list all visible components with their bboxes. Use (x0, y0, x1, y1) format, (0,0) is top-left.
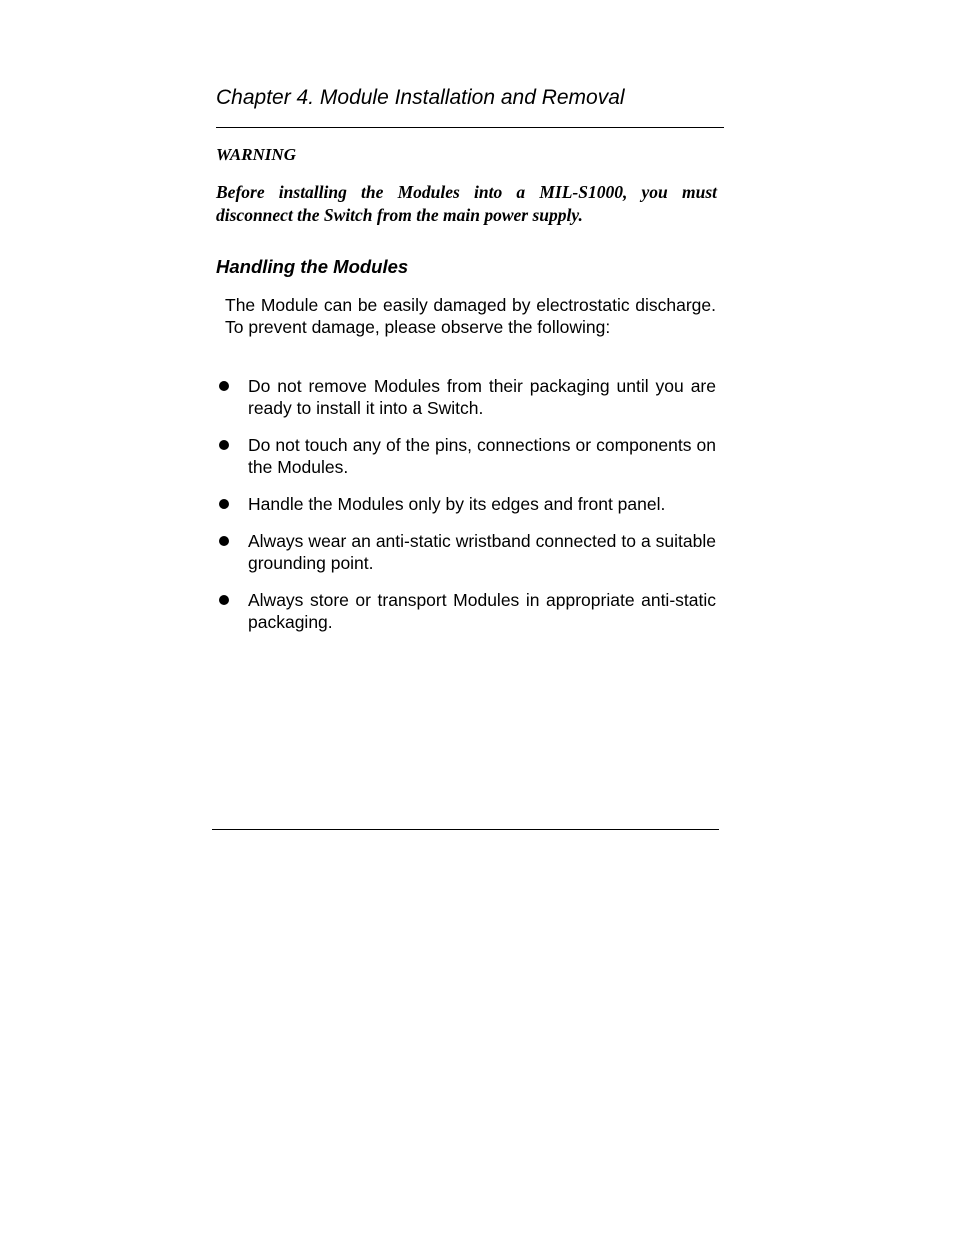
list-item (216, 589, 716, 633)
list-item (216, 434, 716, 478)
bullet-icon (219, 595, 229, 605)
list-item-text: Do not touch any of the pins, connections or components on the Modules. (248, 435, 716, 477)
precautions-list (216, 375, 716, 648)
warning-label: WARNING (216, 145, 296, 164)
warning-text: Before installing the Modules into a MIL-S1000, you must disconnect the Switch from the main power supply. (216, 182, 717, 225)
header-rule (216, 127, 724, 128)
bullet-icon (219, 499, 229, 509)
section-heading: Handling the Modules (216, 256, 409, 277)
bullet-icon (219, 381, 229, 391)
list-item-text: Handle the Modules only by its edges and front panel. (248, 494, 666, 514)
footer-rule (212, 829, 719, 830)
list-item-text: Always store or transport Modules in appropriate anti-static packaging. (248, 590, 716, 632)
list-item (216, 530, 716, 574)
chapter-title: Chapter 4. Module Installation and Removal (216, 86, 625, 109)
bullet-icon (219, 440, 229, 450)
list-item-text: Always wear an anti-static wristband connected to a suitable grounding point. (248, 531, 716, 573)
bullet-icon (219, 536, 229, 546)
list-item-text: Do not remove Modules from their packaging until you are ready to install it into a Switch. (248, 376, 716, 418)
list-item (216, 375, 716, 419)
intro-paragraph: The Module can be easily damaged by electrostatic discharge. To prevent damage, please observe the following: (225, 295, 716, 337)
list-item (216, 493, 716, 515)
